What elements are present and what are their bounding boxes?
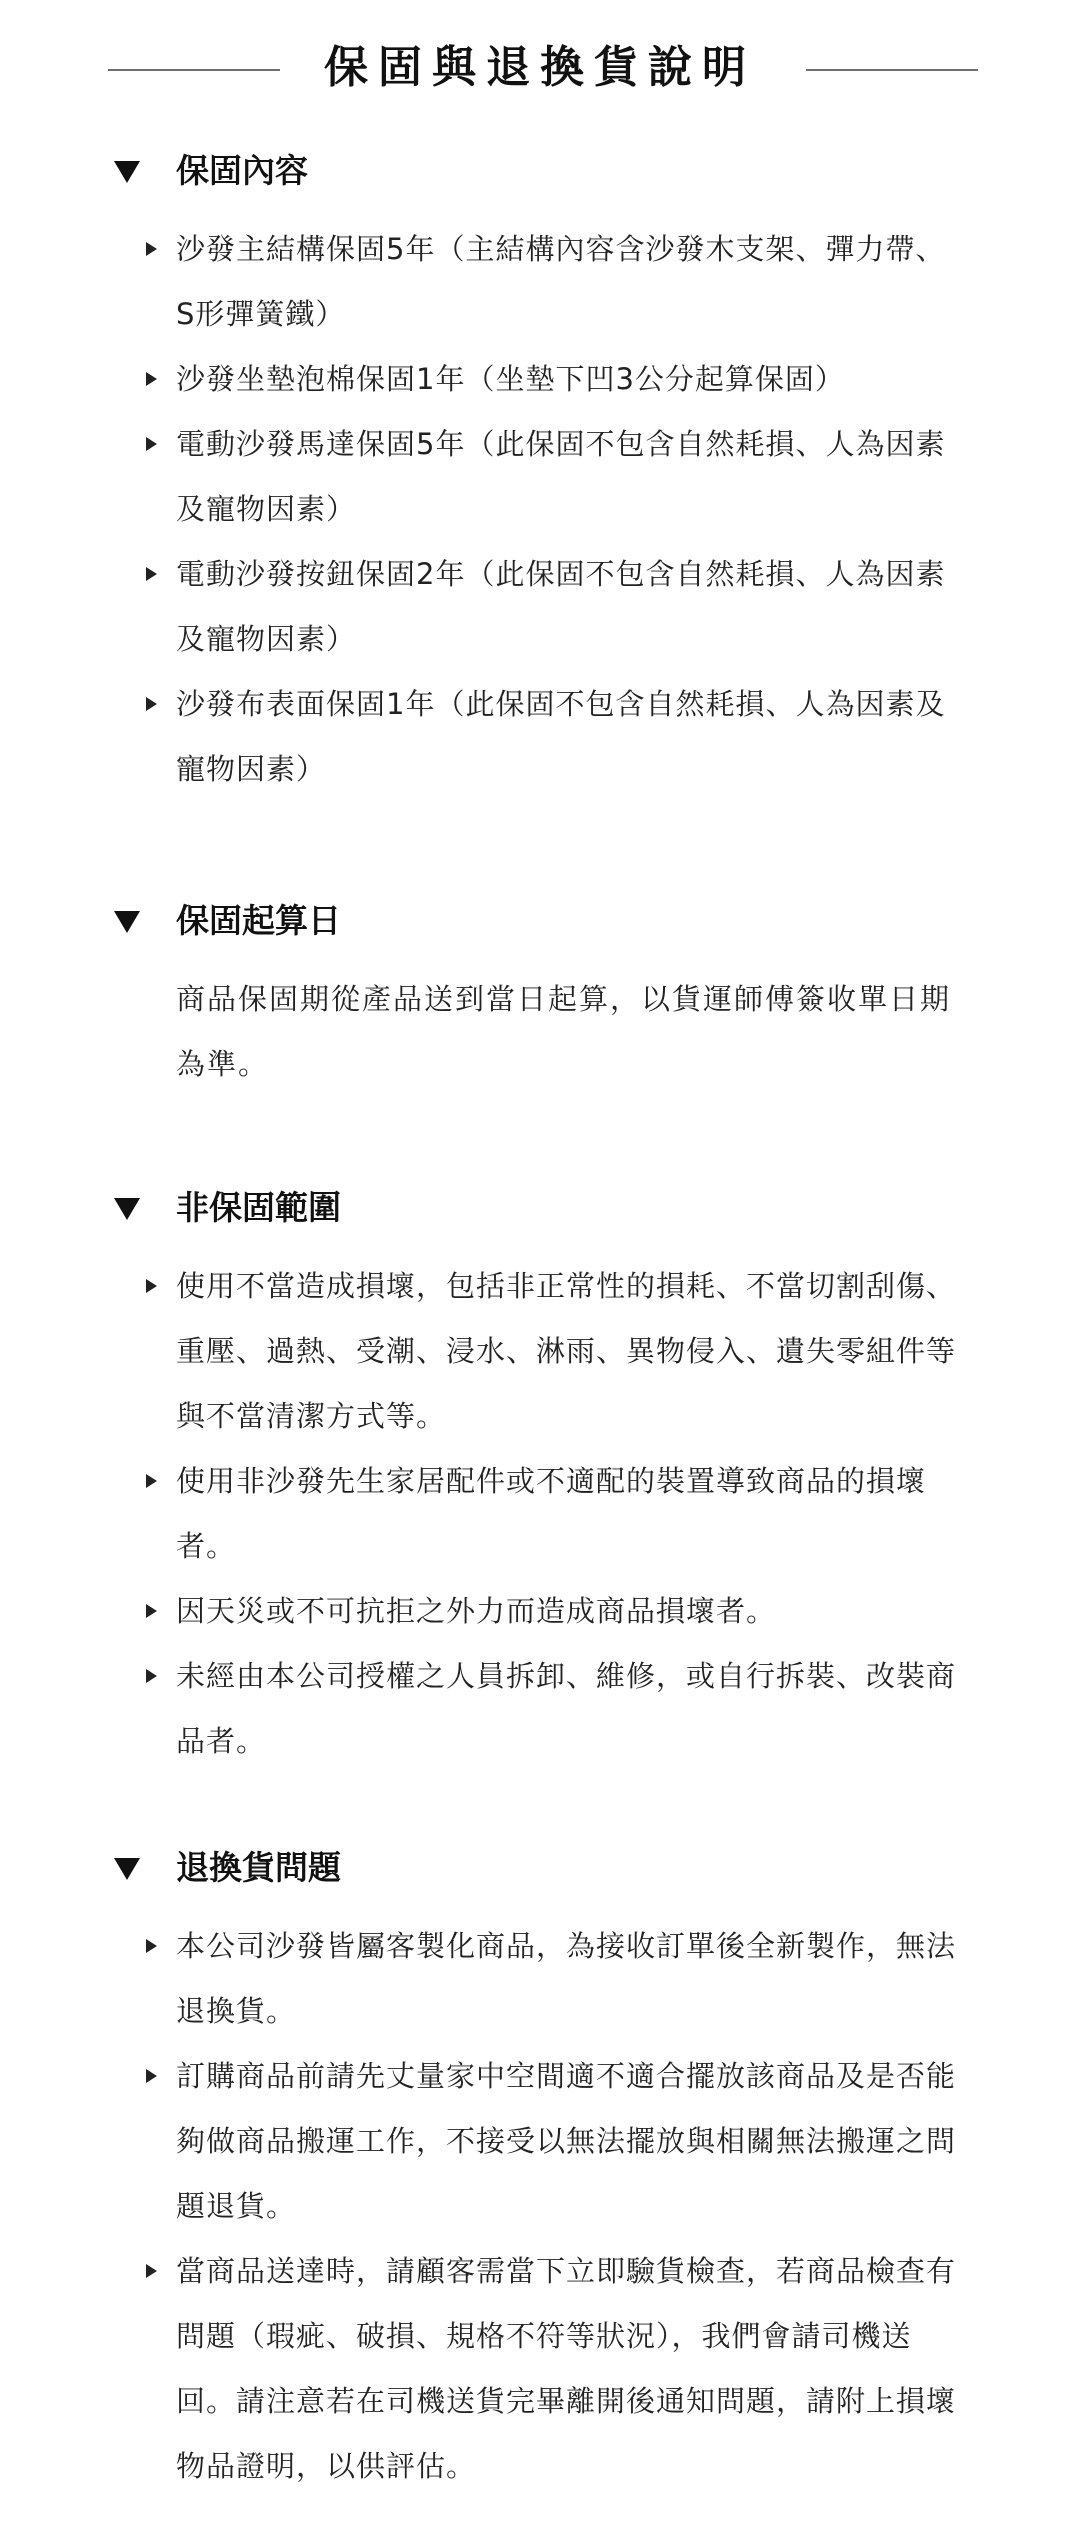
triangle-down-icon	[114, 911, 140, 933]
bullet-triangle-icon	[146, 2264, 157, 2278]
section-title: 保固起算日	[176, 901, 341, 940]
bullet-triangle-icon	[146, 1474, 157, 1488]
list-item-text: 使用非沙發先生家居配件或不適配的裝置導致商品的損壞者。	[176, 1464, 927, 1563]
triangle-down-icon	[114, 1198, 140, 1220]
header-divider-right	[806, 69, 978, 71]
bullet-triangle-icon	[146, 1669, 157, 1683]
list-item-text: 沙發坐墊泡棉保固1年（坐墊下凹3公分起算保固）	[176, 362, 845, 396]
page-title: 保固與退換貨說明	[324, 42, 756, 93]
list-item-text: 當商品送達時，請顧客需當下立即驗貨檢查，若商品檢查有問題（瑕疵、破損、規格不符等狀況），我們會請司機送回。請注意若在司機送貨完畢離開後通知問題，請附上損壞物品證明，以供評估。	[176, 2254, 957, 2483]
list-item-text: 電動沙發按鈕保固2年（此保固不包含自然耗損、人為因素及寵物因素）	[176, 557, 946, 656]
triangle-down-icon	[114, 1858, 140, 1880]
list-item-text: 未經由本公司授權之人員拆卸、維修，或自行拆裝、改裝商品者。	[176, 1659, 957, 1758]
list-item-text: 訂購商品前請先丈量家中空間適不適合擺放該商品及是否能夠做商品搬運工作，不接受以無法擺放與相關無法搬運之問題退貨。	[176, 2059, 957, 2223]
bullet-triangle-icon	[146, 1604, 157, 1618]
list-item-text: 因天災或不可抗拒之外力而造成商品損壞者。	[176, 1594, 777, 1628]
triangle-down-icon	[114, 161, 140, 183]
page-header	[0, 36, 1080, 100]
section-heading	[0, 1844, 1080, 1892]
section-heading	[0, 147, 1080, 195]
bullet-triangle-icon	[146, 1279, 157, 1293]
bullet-triangle-icon	[146, 1939, 157, 1953]
bullet-triangle-icon	[146, 567, 157, 581]
section-title: 保固內容	[176, 151, 308, 190]
list-item-text: 使用不當造成損壞，包括非正常性的損耗、不當切割刮傷、重壓、過熱、受潮、浸水、淋雨、異物侵入、遺失零組件等與不當清潔方式等。	[176, 1269, 957, 1433]
bullet-triangle-icon	[146, 242, 157, 256]
bullet-triangle-icon	[146, 372, 157, 386]
section-paragraph: 商品保固期從產品送到當日起算，以貨運師傅簽收單日期為準。	[176, 982, 952, 1081]
bullet-triangle-icon	[146, 437, 157, 451]
bullet-triangle-icon	[146, 2069, 157, 2083]
list-item-text: 沙發主結構保固5年（主結構內容含沙發木支架、彈力帶、S形彈簧鐵）	[176, 232, 946, 331]
header-divider-left	[108, 69, 280, 71]
section-title: 非保固範圍	[176, 1188, 341, 1227]
section-heading	[0, 897, 1080, 945]
list-item-text: 沙發布表面保固1年（此保固不包含自然耗損、人為因素及寵物因素）	[176, 687, 946, 786]
section-title: 退換貨問題	[176, 1848, 341, 1887]
list-item-text: 本公司沙發皆屬客製化商品，為接收訂單後全新製作，無法退換貨。	[176, 1929, 957, 2028]
bullet-triangle-icon	[146, 697, 157, 711]
list-item-text: 電動沙發馬達保固5年（此保固不包含自然耗損、人為因素及寵物因素）	[176, 427, 946, 526]
section-heading	[0, 1184, 1080, 1232]
